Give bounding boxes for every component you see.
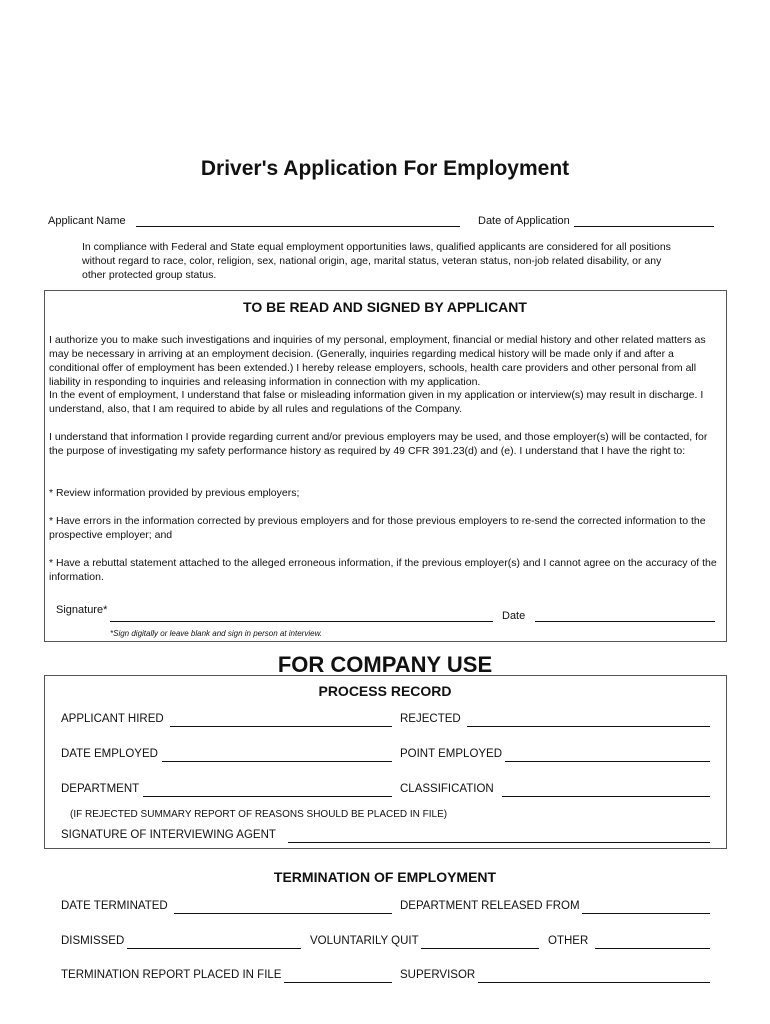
interviewing-agent-field[interactable] [288,842,710,843]
process-record-box [44,675,727,849]
rejected-note: (IF REJECTED SUMMARY REPORT OF REASONS SHOULD BE PLACED IN FILE) [70,809,448,820]
department-released-label: DEPARTMENT RELEASED FROM [400,900,580,912]
rights-bullet-1: * Review information provided by previous employers; [49,487,300,499]
signed-section-heading: TO BE READ AND SIGNED BY APPLICANT [243,299,527,315]
point-employed-label: POINT EMPLOYED [400,748,503,760]
voluntarily-quit-field[interactable] [421,948,539,949]
applicant-name-label: Applicant Name [48,215,126,227]
classification-label: CLASSIFICATION [400,783,494,795]
applicant-hired-field[interactable] [170,726,392,727]
page-title: Driver's Application For Employment [200,157,570,180]
date-of-application-field[interactable] [574,226,714,227]
applicant-name-field[interactable] [136,226,460,227]
department-field[interactable] [143,796,392,797]
signature-note: *Sign digitally or leave blank and sign in person at interview. [110,629,323,638]
termination-report-field[interactable] [284,982,392,983]
date-employed-field[interactable] [162,761,392,762]
classification-field[interactable] [502,796,710,797]
dismissed-field[interactable] [127,948,301,949]
department-label: DEPARTMENT [61,783,140,795]
rights-bullet-3: * Have a rebuttal statement attached to the alleged erroneous information, if the previous employer(s) and I cannot agree on the accuracy of the information. [49,557,717,583]
company-use-heading: FOR COMPANY USE [277,652,493,677]
signature-date-field[interactable] [535,621,715,622]
dismissed-label: DISMISSED [61,935,125,947]
date-employed-label: DATE EMPLOYED [61,748,158,760]
signature-field[interactable] [110,621,493,622]
point-employed-field[interactable] [505,761,710,762]
employment-paragraph: In the event of employment, I understand that false or misleading information given in my application or interview(s) may result in discharge. I understand, also, that I am required to abide by all rules and regulations of the Company. [49,389,704,415]
other-field[interactable] [595,948,710,949]
date-terminated-field[interactable] [174,913,392,914]
signature-date-label: Date [502,610,526,622]
process-record-heading: PROCESS RECORD [318,683,452,699]
previous-employers-paragraph: I understand that information I provide regarding current and/or previous employers may be used, and those employer(s) will be contacted, for the purpose of investigating my safety performance history as required by 49 CFR 391.23(d) and (e). I understand that I have the right to: [49,431,708,457]
rights-bullet-2: * Have errors in the information corrected by previous employers and for those previous employers to re-send the corrected information to the prospective employer; and [49,515,706,541]
applicant-hired-label: APPLICANT HIRED [61,713,164,725]
termination-report-label: TERMINATION REPORT PLACED IN FILE [61,969,282,981]
rejected-field[interactable] [467,726,710,727]
authorization-paragraph: I authorize you to make such investigations and inquiries of my personal, employment, financial or medial history and other related matters as may be necessary in arriving at an employment decision. (Generally, inquiries regarding medical history will be made only if and after a conditional offer of employment has been extended.) I hereby release employers, schools, health care providers and other personal from all liability in responding to inquiries and releasing information in connection with my application. [49,334,706,388]
compliance-text: In compliance with Federal and State equal employment opportunities laws, qualified applicants are considered for all positions without regard to race, color, religion, sex, national origin, age, marital status, veteran status, non-job related disability, or any other protected group status. [82,241,671,281]
termination-heading: TERMINATION OF EMPLOYMENT [273,869,497,885]
signature-label: Signature* [56,604,108,616]
rejected-label: REJECTED [400,713,461,725]
date-terminated-label: DATE TERMINATED [61,900,168,912]
department-released-field[interactable] [582,913,710,914]
date-of-application-label: Date of Application [478,215,570,227]
other-label: OTHER [548,935,589,947]
voluntarily-quit-label: VOLUNTARILY QUIT [310,935,419,947]
supervisor-field[interactable] [478,982,710,983]
supervisor-label: SUPERVISOR [400,969,476,981]
interviewing-agent-label: SIGNATURE OF INTERVIEWING AGENT [61,829,276,841]
